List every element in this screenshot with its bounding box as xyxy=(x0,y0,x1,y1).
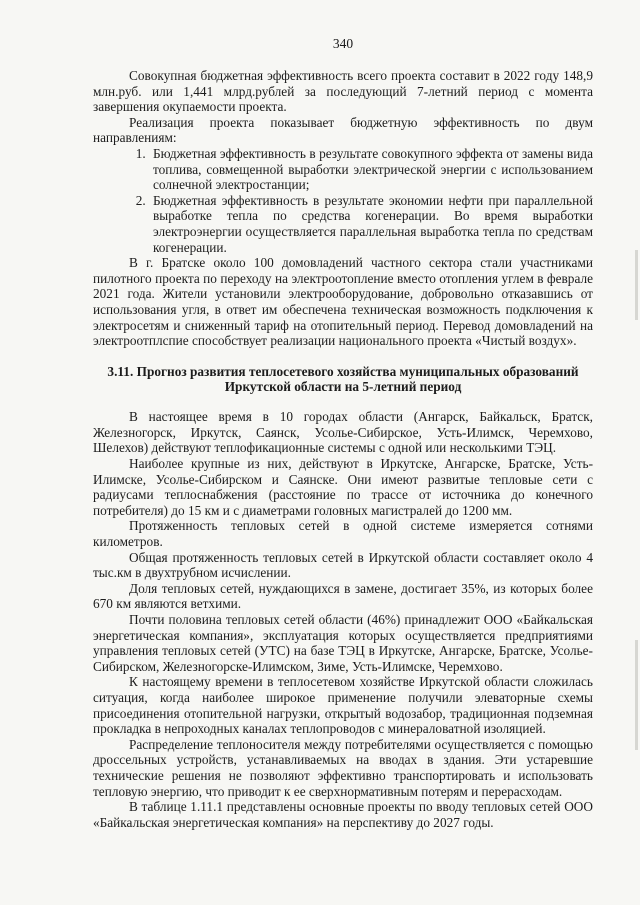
paragraph-total-length: Общая протяженность тепловых сетей в Иркутской области составляет около 4 тыс.км в двухтрубном исчислении. xyxy=(93,549,593,581)
list-item: 1. Бюджетная эффективность в результате совокупного эффекта от замены вида топлива, совмещенной выработки электрической энергии с использованием солнечной электростанции; xyxy=(149,146,593,193)
paragraph-distribution: Распределение теплоносителя между потребителями осуществляется с помощью дроссельных устройств, устанавливаемых на вводах в здания. Эти устаревшие технические решения не позволяют эффективно транспортировать и использовать тепловую энергию, что приводит к ее сверхнормативным потерям и перерасходам. xyxy=(93,736,593,799)
scan-edge-mark xyxy=(635,250,638,320)
directions-list xyxy=(93,146,593,255)
paragraph-baikal-company: Почти половина тепловых сетей области (46%) принадлежит ООО «Байкальская энергетическая компания», эксплуатация которых осуществляется предприятиями управления тепловых сетей (УТС) на базе ТЭЦ в Иркутске, Ангарске, Братске, Усолье-Сибирском, Железногорске-Илимском, Зиме, Усть-Илимске, Черемхово. xyxy=(93,612,593,674)
paragraph-current-situation: К настоящему времени в теплосетевом хозяйстве Иркутской области сложилась ситуация, когда наиболее широкое применение получили элеваторные схемы присоединения отопительной нагрузки, открытый водозабор, традиционная подземная прокладка в непроходных каналах теплопроводов с минераловатной изоляцией. xyxy=(93,674,593,737)
section-title-line2: Иркутской области на 5-летний период xyxy=(224,379,462,395)
page-number: 340 xyxy=(332,36,354,51)
section-heading xyxy=(93,364,593,396)
paragraph-network-length-system: Протяженность тепловых сетей в одной системе измеряется сотнями километров. xyxy=(93,518,593,550)
scan-edge-mark xyxy=(635,640,638,750)
section-title-line1: 3.11. Прогноз развития теплосетевого хозяйства муниципальных образований xyxy=(107,363,579,379)
paragraph-largest-systems: Наиболее крупные из них, действуют в Иркутске, Ангарске, Братске, Усть-Илимске, Усолье-Сибирском и Саянске. Они имеют развитые тепловые сети с радиусами теплоснабжения (расстояние по трассе от источника до конечного потребителя) до 15 км и с диаметрами головных магистралей до 1200 мм. xyxy=(93,456,593,518)
list-item: 2. Бюджетная эффективность в результате экономии нефти при параллельной выработке тепла по средства когенерации. Во время выработки электроэнергии осуществляется параллельная выработка тепла по средствам когенерации. xyxy=(149,193,593,255)
paragraph-budget-efficiency: Совокупная бюджетная эффективность всего проекта составит в 2022 году 148,9 млн.руб. или 1,441 млрд.рублей за последующий 7-летний период с момента завершения окупаемости проекта. xyxy=(93,68,593,115)
paragraph-cities: В настоящее время в 10 городах области (Ангарск, Байкальск, Братск, Железногорск, Иркутск, Саянск, Усолье-Сибирское, Усть-Илимск, Черемхово, Шелехов) действуют теплофикационные системы с одной или несколькими ТЭЦ. xyxy=(93,409,593,456)
paragraph-directions-intro: Реализация проекта показывает бюджетную эффективность по двум направлениям: xyxy=(93,114,593,146)
paragraph-replacement-share: Доля тепловых сетей, нуждающихся в замене, достигает 35%, из которых более 670 км являются ветхими. xyxy=(93,580,593,612)
paragraph-bratsk-pilot: В г. Братске около 100 домовладений частного сектора стали участниками пилотного проекта по переходу на электроотопление вместо отопления углем в феврале 2021 года. Жители установили электрооборудование, добровольно отказавшись от использования угля, в ответ им обеспечена техническая возможность подключения к электросетям и сниженный тариф на отопительный период. Перевод домовладений на электроотплспие способствует реализации национального проекта «Чистый воздух». xyxy=(93,255,593,349)
paragraph-table-reference: В таблице 1.11.1 представлены основные проекты по вводу тепловых сетей ООО «Байкальская энергетическая компания» на перспективу до 2027 годы. xyxy=(93,799,593,830)
